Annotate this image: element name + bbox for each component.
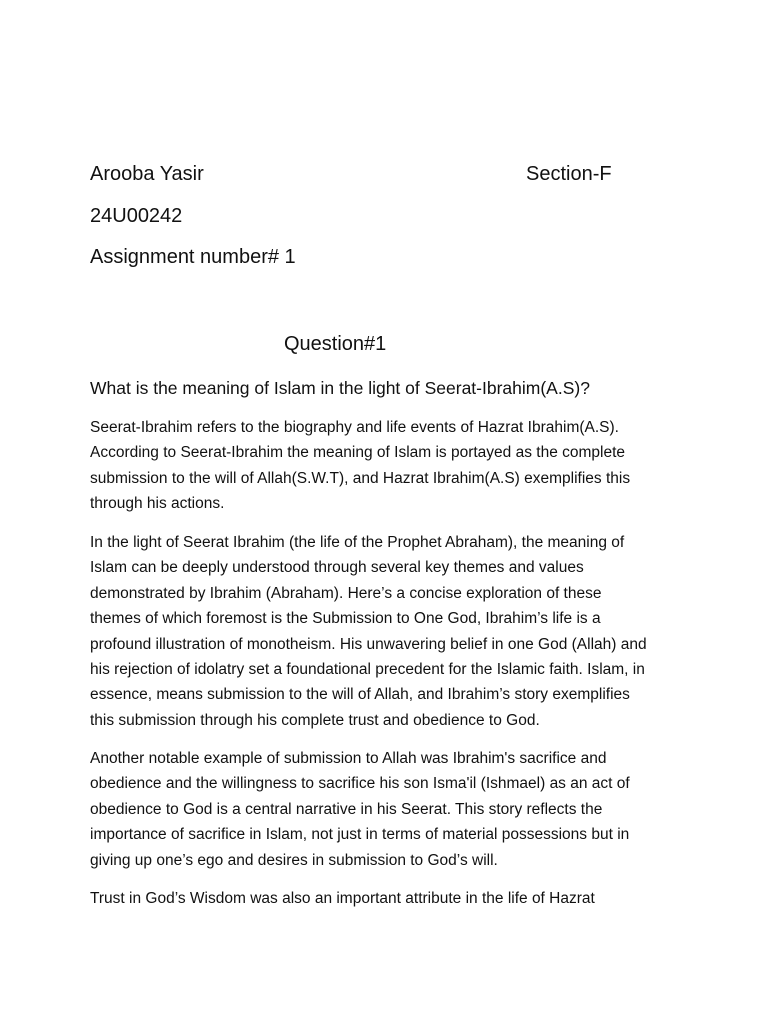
section-label: Section-F (526, 163, 612, 185)
paragraph-line: giving up one’s ego and desires in submission to God’s will. (90, 851, 498, 869)
paragraph-line: obedience and the willingness to sacrifice his son Isma'il (Ishmael) as an act of (90, 775, 630, 793)
paragraph-line: this submission through his complete trust and obedience to God. (90, 711, 540, 729)
paragraph-line: obedience to God is a central narrative in his Seerat. This story reflects the (90, 800, 603, 818)
paragraph-line: submission to the will of Allah(S.W.T), and Hazrat Ibrahim(A.S) exemplifies this (90, 469, 631, 487)
paragraph-line: Another notable example of submission to Allah was Ibrahim's sacrifice and (90, 750, 607, 767)
paragraph-line: themes of which foremost is the Submission to One God, Ibrahim’s life is a (90, 610, 601, 628)
paragraph-line: essence, means submission to the will of Allah, and Ibrahim’s story exemplifies (90, 686, 630, 704)
paragraph (90, 886, 690, 911)
paragraph-line: profound illustration of monotheism. His unwavering belief in one God (Allah) and (90, 635, 647, 653)
paragraph-line: importance of sacrifice in Islam, not just in terms of material possessions but in (90, 826, 630, 844)
paragraph (90, 415, 690, 517)
paragraph-line: through his actions. (90, 495, 225, 513)
student-name: Arooba Yasir (90, 163, 204, 185)
paragraph-line: Seerat-Ibrahim refers to the biography and life events of Hazrat Ibrahim(A.S). (90, 419, 619, 436)
question-heading: Question#1 (284, 333, 387, 355)
assignment-number: Assignment number# 1 (90, 246, 296, 268)
paragraph-line: his rejection of idolatry set a foundational precedent for the Islamic faith. Islam, in (90, 661, 645, 679)
paragraph-line: In the light of Seerat Ibrahim (the life of the Prophet Abraham), the meaning of (90, 534, 625, 551)
question-text: What is the meaning of Islam in the light of Seerat-Ibrahim(A.S)? (90, 378, 590, 398)
paragraph (90, 746, 690, 873)
paragraph-line: According to Seerat-Ibrahim the meaning of Islam is portayed as the complete (90, 444, 626, 462)
paragraph (90, 530, 690, 733)
paragraph-line: Trust in God’s Wisdom was also an important attribute in the life of Hazrat (90, 890, 595, 907)
roll-number: 24U00242 (90, 205, 183, 227)
paragraph-line: demonstrated by Ibrahim (Abraham). Here’s a concise exploration of these (90, 584, 602, 602)
paragraph-line: Islam can be deeply understood through several key themes and values (90, 559, 584, 577)
